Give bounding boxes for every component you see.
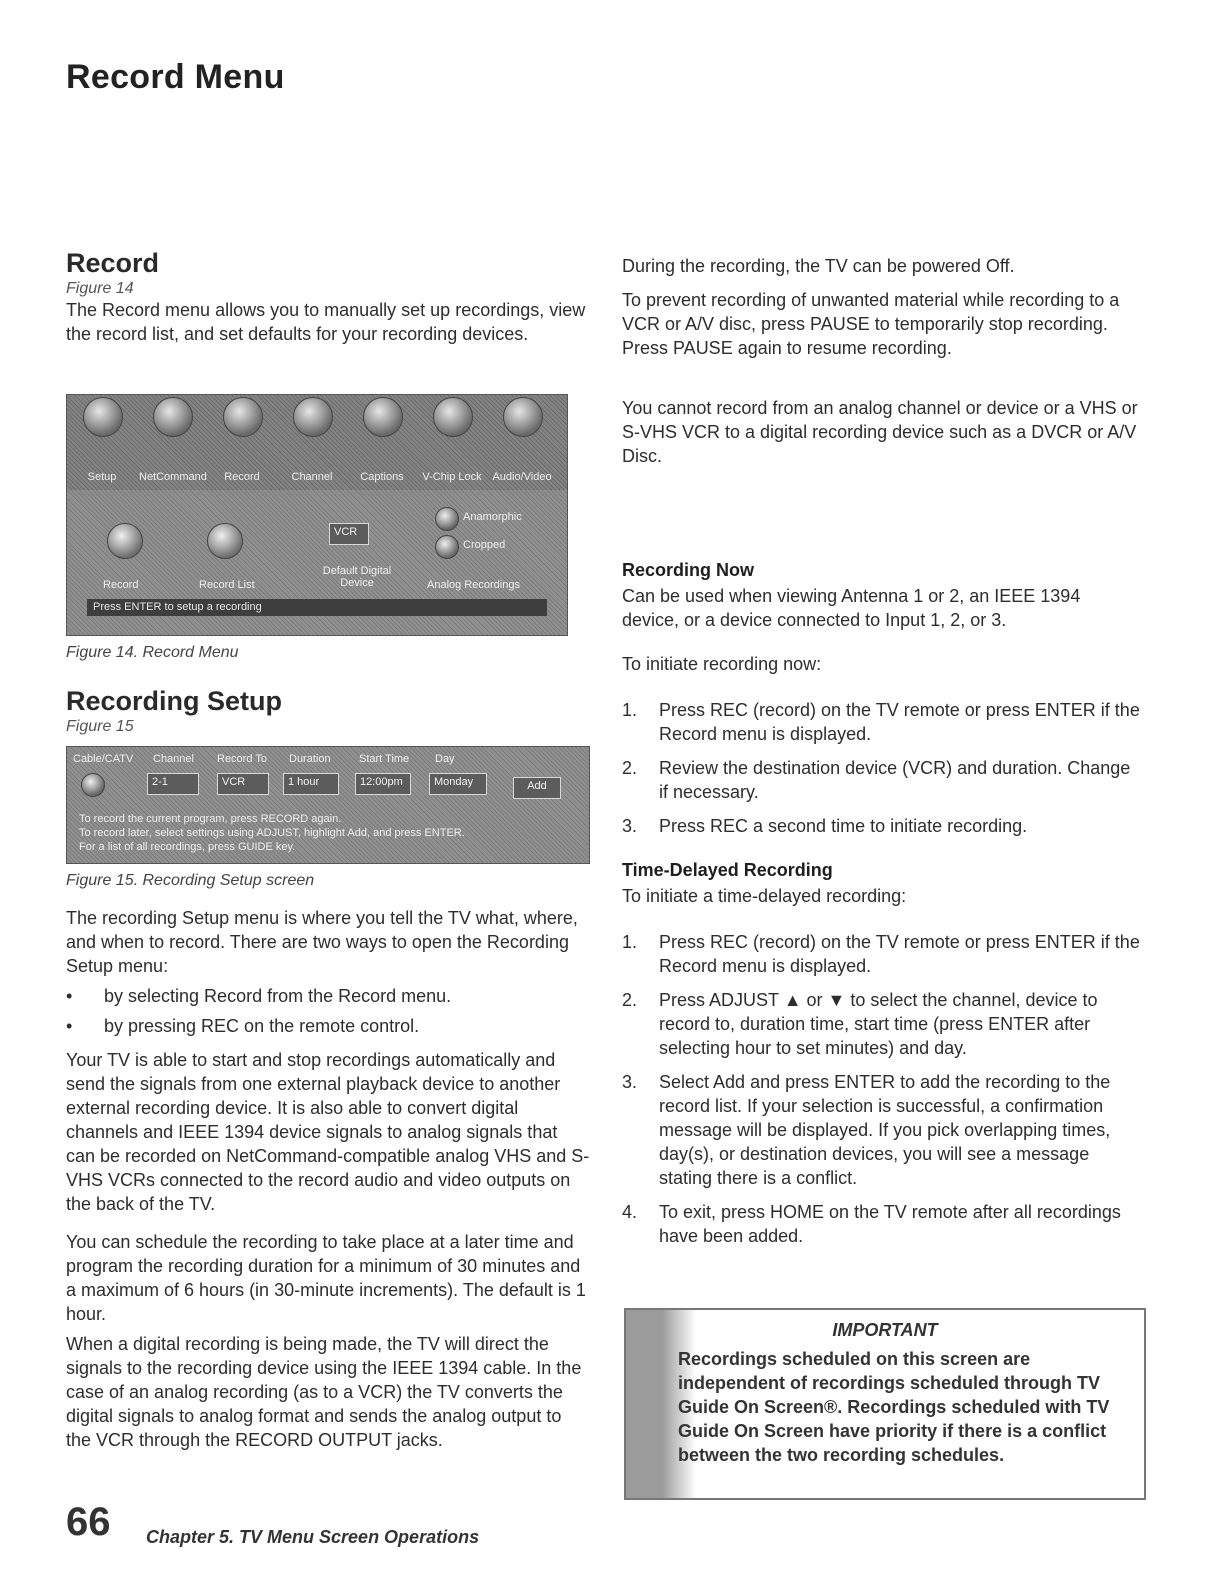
record-to-field: VCR [217, 773, 269, 795]
recording-now-lead: To initiate recording now: [622, 654, 822, 674]
right-para-3: You cannot record from an analog channel or device or a VHS or S-VHS VCR to a digital recording device such as a DVCR or A/V Disc. [622, 398, 1138, 466]
record-menu-screenshot [66, 394, 568, 636]
list-item: 3. Press REC a second time to initiate recording. [622, 816, 1028, 836]
important-notice [624, 1308, 1146, 1500]
setup-para-3: You can schedule the recording to take place at a later time and program the recording duration for a minimum of 30 minutes and a maximum of 6 hours (in 30-minute increments). The default is 1 hour. [66, 1232, 586, 1324]
setup-help-line-2: To record later, select settings using ADJUST, highlight Add, and press ENTER. [79, 827, 465, 839]
default-device-field: VCR [329, 523, 369, 545]
important-body: Recordings scheduled on this screen are independent of recordings scheduled through TV Guide On Screen®. Recordings scheduled with TV Guide On Screen have priority if there is a conflict between the two recording schedules. [678, 1349, 1110, 1465]
record-heading: Record [66, 248, 160, 278]
list-item: 3. Select Add and press ENTER to add the recording to the record list. If your selection is successful, a confirmation message will be displayed. If you pick overlapping times, day(s), or destination devices, you will see a message stating there is a conflict. [622, 1072, 1111, 1188]
channel-icon [293, 397, 333, 437]
setup-para-1: The recording Setup menu is where you tell the TV what, where, and when to record. There are two ways to open the Recording Setup menu: [66, 908, 578, 976]
cropped-label: Cropped [463, 539, 506, 551]
record-list-item-label: Record List [199, 579, 255, 591]
recording-now-heading: Recording Now [622, 560, 755, 580]
tab-setup: Setup [69, 441, 135, 487]
list-item: 4. To exit, press HOME on the TV remote after all recordings have been added. [622, 1202, 1121, 1246]
recording-setup-screenshot [66, 746, 590, 864]
add-button: Add [513, 777, 561, 799]
captions-icon [363, 397, 403, 437]
figure-15-caption: Figure 15. Recording Setup screen [66, 872, 315, 889]
setup-icon [83, 397, 123, 437]
netcommand-icon [153, 397, 193, 437]
page-number: 66 [66, 1500, 111, 1544]
tab-netcommand: NetCommand [139, 441, 205, 487]
bullet-icon: • [66, 986, 73, 1006]
satellite-dish-icon [81, 773, 105, 797]
default-digital-device-label: Default Digital Device [322, 565, 392, 589]
recording-now-desc: Can be used when viewing Antenna 1 or 2, an IEEE 1394 device, or a device connected to Input 1, 2, or 3. [622, 586, 1081, 630]
record-status-bar: Press ENTER to setup a recording [87, 599, 547, 616]
important-title: IMPORTANT [832, 1320, 938, 1340]
figure-14-caption: Figure 14. Record Menu [66, 644, 239, 661]
list-item: 1. Press REC (record) on the TV remote or press ENTER if the Record menu is displayed. [622, 932, 1140, 976]
figure-15-ref: Figure 15 [66, 718, 134, 735]
header-channel: Channel [153, 753, 194, 765]
header-cable-catv: Cable/CATV [73, 753, 134, 765]
right-para-2: To prevent recording of unwanted material while recording to a VCR or A/V disc, press PAUSE to temporarily stop recording. Press PAUSE again to resume recording. [622, 290, 1120, 358]
cropped-radio [435, 535, 459, 559]
channel-field: 2-1 [147, 773, 199, 795]
header-duration: Duration [289, 753, 331, 765]
analog-recordings-label: Analog Recordings [427, 579, 520, 591]
bullet-icon: • [66, 1016, 73, 1036]
list-item: 2. Press ADJUST ▲ or ▼ to select the channel, device to record to, duration time, start time (press ENTER after selecting hour to set minutes) and day. [622, 990, 1098, 1058]
header-day: Day [435, 753, 455, 765]
record-button-icon [107, 523, 143, 559]
tab-captions: Captions [349, 441, 415, 487]
header-start-time: Start Time [359, 753, 410, 765]
tab-audio-video: Audio/Video [489, 441, 555, 487]
recording-setup-heading: Recording Setup [66, 686, 283, 716]
anamorphic-label: Anamorphic [463, 511, 522, 523]
setup-bullet-2: • by pressing REC on the remote control. [66, 1016, 420, 1036]
record-item-label: Record [103, 579, 139, 591]
tab-record: Record [209, 441, 275, 487]
time-delayed-steps [622, 930, 1142, 1248]
chapter-footer: Chapter 5. TV Menu Screen Operations [146, 1527, 480, 1547]
time-delayed-heading: Time-Delayed Recording [622, 860, 833, 880]
day-field: Monday [429, 773, 487, 795]
anamorphic-radio [435, 507, 459, 531]
lock-icon [433, 397, 473, 437]
page-title: Record Menu [66, 58, 285, 96]
recording-now-steps [622, 698, 1142, 838]
setup-bullet-1: • by selecting Record from the Record menu. [66, 986, 452, 1006]
setup-para-4: When a digital recording is being made, the TV will direct the signals to the recording device using the IEEE 1394 cable. In the case of an analog recording (as to a VCR) the TV converts the digital signals to analog format and sends the analog output to the VCR through the RECORD OUTPUT jacks. [66, 1334, 582, 1450]
record-list-button-icon [207, 523, 243, 559]
list-item: 1. Press REC (record) on the TV remote or press ENTER if the Record menu is displayed. [622, 700, 1140, 744]
right-para-1: During the recording, the TV can be powered Off. [622, 256, 1015, 276]
record-icon [223, 397, 263, 437]
setup-help-line-1: To record the current program, press RECORD again. [79, 813, 342, 825]
tab-channel: Channel [279, 441, 345, 487]
tab-vchip-lock: V-Chip Lock [419, 441, 485, 487]
setup-help-line-3: For a list of all recordings, press GUIDE key. [79, 841, 296, 853]
start-time-field: 12:00pm [355, 773, 411, 795]
figure-14-ref: Figure 14 [66, 280, 134, 297]
audio-video-icon [503, 397, 543, 437]
list-item: 2. Review the destination device (VCR) and duration. Change if necessary. [622, 758, 1131, 802]
time-delayed-lead: To initiate a time-delayed recording: [622, 886, 907, 906]
header-record-to: Record To [217, 753, 267, 765]
duration-field: 1 hour [283, 773, 339, 795]
setup-para-2: Your TV is able to start and stop recordings automatically and send the signals from one external playback device to another external recording device. It is also able to convert digital channels and IEEE 1394 device signals to analog signals that can be recorded on NetCommand-compatible analog VHS and S-VHS VCRs connected to the record audio and video outputs on the back of the TV. [66, 1050, 590, 1214]
record-intro: The Record menu allows you to manually set up recordings, view the record list, and set defaults for your recording devices. [66, 300, 586, 344]
